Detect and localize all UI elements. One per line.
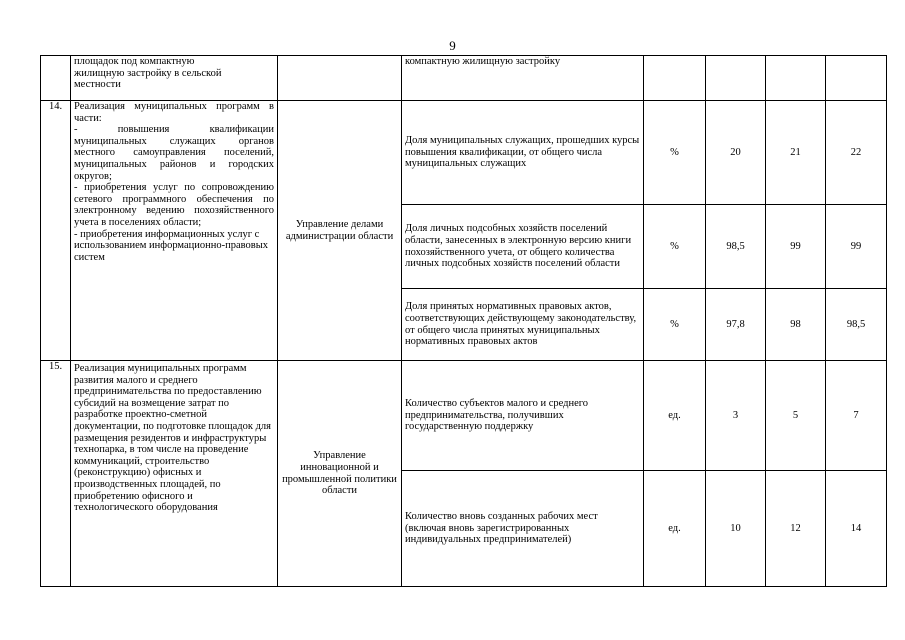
value-cell: 97,8 [706, 289, 766, 361]
value-cell: 99 [826, 205, 887, 289]
value-cell: 7 [826, 361, 887, 471]
executor-cell [278, 56, 402, 101]
program-cell: Реализация муниципальных программ развития малого и среднего предпринимательства по предоставлению субсидий на возмещение затрат по разработке проектно-сметной документации, по подготовке площадок для размещения резидентов и инфраструктуры технопарка, в том числе на проведение коммуникаций, строительство (реконструкцию) офисных и производственных площадей, по приобретению офисного и технологического оборудования [71, 361, 278, 587]
value-cell [766, 56, 826, 101]
indicator-cell: компактную жилищную застройку [402, 56, 644, 101]
unit-cell [644, 56, 706, 101]
program-paragraph: - повышения квалификации муниципальных служащих органов местного самоуправления поселений, муниципальных районов и городских округов; [74, 124, 274, 182]
indicators-table [40, 55, 887, 587]
indicator-cell: Количество субъектов малого и среднего предпринимательства, получивших государственную поддержку [402, 361, 644, 471]
unit-cell: % [644, 289, 706, 361]
program-paragraph: - приобретения информационных услуг с использованием информационно-правовых систем [74, 228, 269, 263]
table-row [41, 361, 887, 471]
page-number: 9 [449, 38, 456, 53]
row-number-cell: 15. [41, 361, 71, 587]
indicator-cell: Доля личных подсобных хозяйств поселений области, занесенных в электронную версию книги похозяйственного учета, от общего количества личных подсобных хозяйств поселений области [402, 205, 644, 289]
value-cell: 98,5 [706, 205, 766, 289]
table-row [41, 56, 887, 101]
program-line: площадок под компактную [74, 56, 195, 67]
program-paragraph: - приобретения услуг по сопровождению сетевого программного обеспечения по электронному ведению похозяйственного учета в поселениях области; [74, 182, 274, 228]
value-cell: 10 [706, 471, 766, 587]
unit-cell: ед. [644, 361, 706, 471]
program-line: жилищную застройку в сельской [74, 67, 222, 79]
value-cell [826, 56, 887, 101]
program-cell [71, 56, 278, 101]
value-cell: 14 [826, 471, 887, 587]
table-row [41, 101, 887, 205]
value-cell: 3 [706, 361, 766, 471]
row-number-cell: 14. [41, 101, 71, 361]
program-line: местности [74, 79, 121, 91]
row-number-cell [41, 56, 71, 101]
executor-cell: Управление инновационной и промышленной политики области [278, 361, 402, 587]
value-cell: 98,5 [826, 289, 887, 361]
program-paragraph: Реализация муниципальных программ в части: [74, 101, 274, 124]
value-cell: 21 [766, 101, 826, 205]
indicator-cell: Количество вновь созданных рабочих мест (включая вновь зарегистрированных индивидуальных предпринимателей) [402, 471, 644, 587]
indicator-cell: Доля муниципальных служащих, прошедших курсы повышения квалификации, от общего числа муниципальных служащих [402, 101, 644, 205]
value-cell: 98 [766, 289, 826, 361]
value-cell: 20 [706, 101, 766, 205]
value-cell: 22 [826, 101, 887, 205]
executor-cell: Управление делами администрации области [278, 101, 402, 361]
value-cell: 5 [766, 361, 826, 471]
value-cell: 12 [766, 471, 826, 587]
unit-cell: ед. [644, 471, 706, 587]
unit-cell: % [644, 205, 706, 289]
indicator-cell: Доля принятых нормативных правовых актов, соответствующих действующему законодательству, от общего числа принятых муниципальных нормативных правовых актов [402, 289, 644, 361]
unit-cell: % [644, 101, 706, 205]
value-cell [706, 56, 766, 101]
value-cell: 99 [766, 205, 826, 289]
program-cell [71, 101, 278, 361]
